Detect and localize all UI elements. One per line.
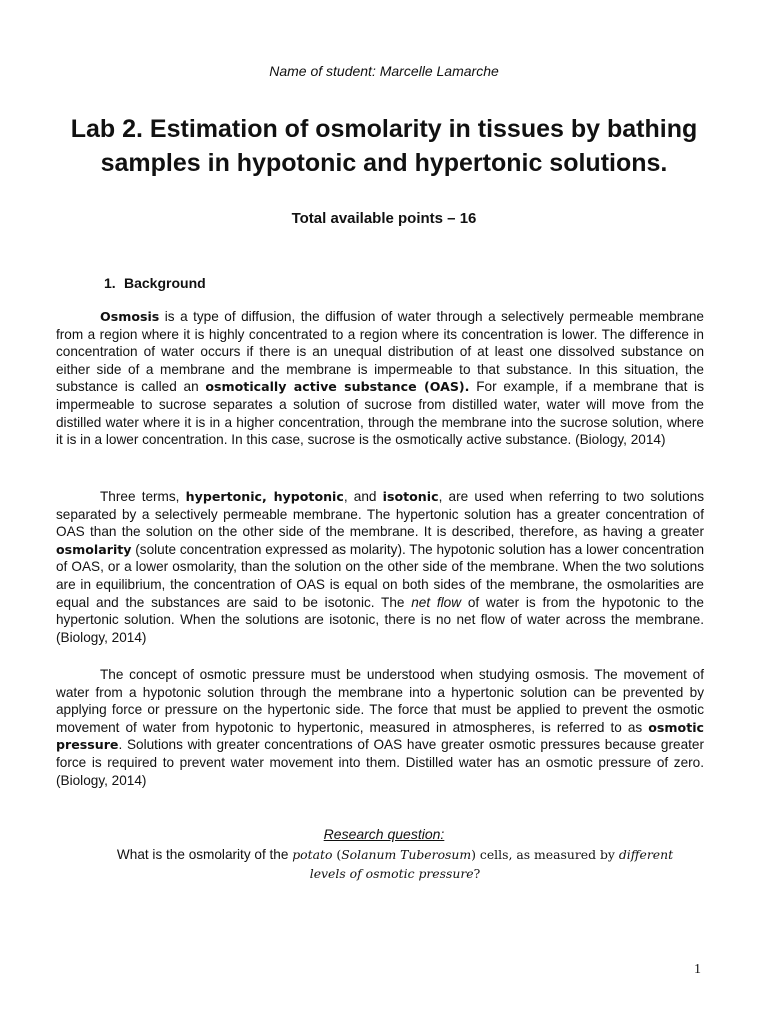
- rq-part: ?: [473, 866, 481, 881]
- paragraph-text: of water is from the hypotonic to the hypertonic solution. When the solutions are isotonic, there is no net flow of water across the membrane. (Biology, 2014): [56, 594, 704, 645]
- paragraph-text: . Solutions with greater concentrations of OAS have greater osmotic pressures because greater force is required to prevent water movement into them. Distilled water has an osmotic pressure of zero. (Biology, 2014): [56, 737, 704, 788]
- term-net-flow: net flow: [411, 594, 462, 610]
- section-number: 1.: [104, 275, 116, 291]
- term-osmolarity: osmolarity: [56, 541, 132, 557]
- term-oas: osmotically active substance (OAS).: [205, 379, 470, 395]
- lab-title: Lab 2. Estimation of osmolarity in tissues by bathing samples in hypotonic and hypertonic solutions.: [70, 115, 698, 177]
- rq-part: What is the osmolarity of the: [116, 847, 293, 862]
- term-osmosis: Osmosis: [100, 309, 160, 324]
- rq-levels: different levels of osmotic pressure: [309, 847, 674, 881]
- paragraph-text: , are used when referring to two solutions separated by a selectively permeable membrane. The hypertonic solution has a greater concentration of OAS than the solution on the other side of the membrane. It is described, therefore, as having a greater: [56, 489, 704, 540]
- total-points: Total available points – 16: [291, 210, 477, 227]
- section-heading-background: [104, 275, 206, 291]
- term-hypertonic-hypotonic: hypertonic, hypotonic: [185, 489, 344, 504]
- paragraph-text: (solute concentration expressed as molarity). The hypotonic solution has a lower concentration of OAS, or a lower osmolarity, than the solution on the other side of the membrane. When the two solutions are in equilibrium, the concentration of OAS is equal on both sides of the membrane, the osmolarities are equal and the substances are said to be isotonic. The: [56, 541, 705, 610]
- rq-part: ) cells, as measured by: [471, 847, 619, 862]
- paragraph-text: , and: [343, 489, 383, 504]
- research-question-text: [100, 845, 690, 883]
- paragraph-text: is a type of diffusion, the diffusion of water through a selectively permeable membrane from a region where it is highly concentrated to a region where its concentration is lower. The difference in concentration of water occurs if there is an unequal distribution of at least one dissolved substance on either side of a membrane and the membrane is impermeable to that substance. In this situation, the substance is called an: [56, 309, 704, 395]
- paragraph-osmotic-pressure: [56, 666, 704, 789]
- paragraph-text: The concept of osmotic pressure must be understood when studying osmosis. The movement of water from a hypotonic solution through the membrane into a hypertonic solution can be prevented by applying force or pressure on the hypertonic side. The force that must be applied to prevent the osmotic movement of water from hypotonic to hypertonic, measured in atmospheres, is referred to as: [56, 667, 704, 735]
- rq-species: Solanum Tuberosum: [341, 847, 472, 862]
- paragraph-text: Three terms,: [100, 489, 186, 504]
- research-question-label: Research question:: [323, 826, 445, 842]
- paragraph-osmosis: [56, 308, 704, 449]
- student-name-line: Name of student: Marcelle Lamarche: [269, 63, 499, 79]
- term-isotonic: isotonic: [382, 489, 439, 504]
- section-heading-text: Background: [124, 275, 206, 291]
- paragraph-text: For example, if a membrane that is impermeable to sucrose separates a solution of sucrose from distilled water, water will move from the distilled water where it is in a higher concentration, through the membrane into the sucrose solution, where it is in a lower concentration. In this case, sucrose is the osmotically active substance. (Biology, 2014): [56, 379, 704, 448]
- rq-part: (: [332, 847, 342, 862]
- rq-potato: potato: [292, 847, 333, 862]
- page-number: 1: [694, 962, 701, 977]
- paragraph-tonicity: [56, 488, 704, 646]
- term-osmotic-pressure: osmotic pressure: [56, 719, 704, 753]
